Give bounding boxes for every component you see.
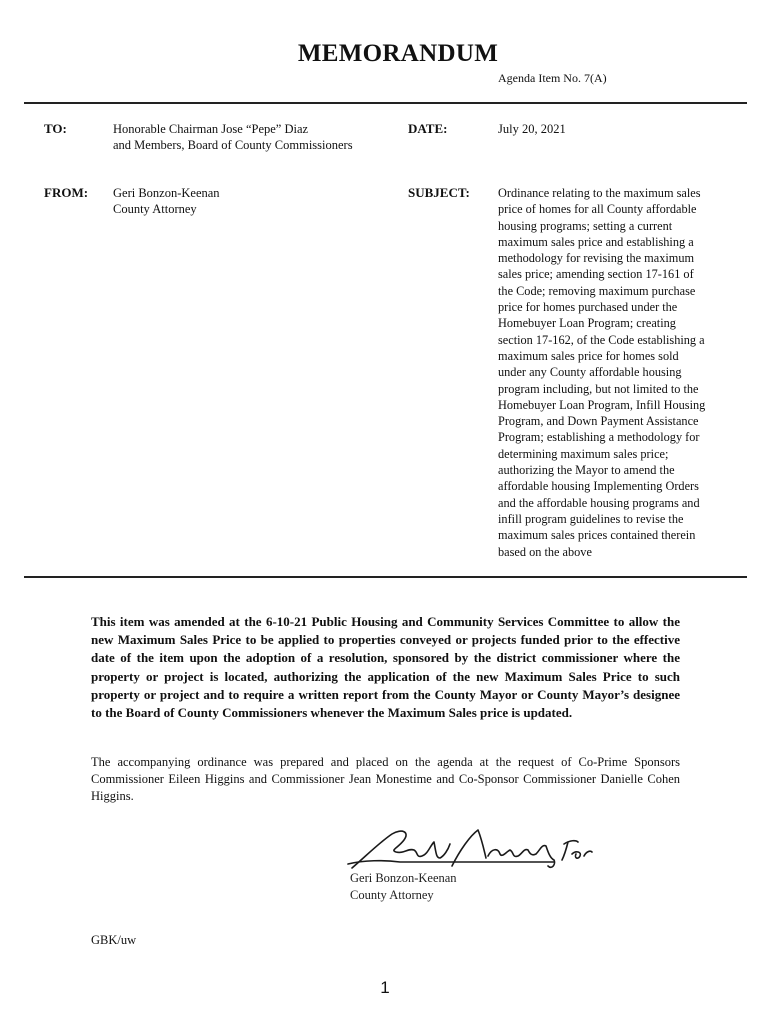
subject-line: maximum sales price and establishing a bbox=[498, 234, 694, 249]
subject-line: sales price; amending section 17-161 of bbox=[498, 267, 694, 282]
page-number: 1 bbox=[380, 978, 390, 997]
signatory-name: Geri Bonzon-Keenan bbox=[350, 871, 457, 885]
to-label: TO: bbox=[44, 121, 67, 136]
subject-line: the Code; removing maximum purchase bbox=[498, 283, 696, 298]
from-label: FROM: bbox=[44, 185, 89, 200]
to-recipient bbox=[113, 121, 403, 154]
subject-line: Program; establishing a methodology for bbox=[498, 430, 700, 445]
signatory-title: County Attorney bbox=[350, 888, 434, 902]
typist-initials: GBK/uw bbox=[91, 933, 137, 947]
sponsor-paragraph: The accompanying ordinance was prepared and placed on the agenda at the request of Co-Prime Sponsors Commissioner Eileen Higgins and Commissioner Jean Monestime and Co-Sponsor Commissioner Danielle Cohen Higgins. bbox=[91, 755, 680, 803]
subject-line: section 17-162, of the Code establishing a bbox=[498, 332, 705, 347]
top-divider bbox=[24, 102, 747, 104]
date-label: DATE: bbox=[408, 121, 448, 136]
memo-title: MEMORANDUM bbox=[297, 40, 499, 67]
subject-line: affordable housing Implementing Orders bbox=[498, 479, 699, 494]
handwritten-signature bbox=[344, 820, 594, 876]
subject-line: Homebuyer Loan Program, Infill Housing bbox=[498, 397, 706, 412]
subject-line: price of homes for all County affordable bbox=[498, 202, 697, 217]
to-line-1: Honorable Chairman Jose “Pepe” Diaz bbox=[113, 122, 309, 136]
subject-line: price for homes purchased under the bbox=[498, 300, 678, 315]
subject-text bbox=[498, 185, 743, 560]
subject-line: Ordinance relating to the maximum sales bbox=[498, 186, 701, 200]
from-line-2: County Attorney bbox=[113, 202, 197, 217]
subject-line: under any County affordable housing bbox=[498, 365, 682, 380]
subject-line: authorizing the Mayor to amend the bbox=[498, 463, 675, 478]
subject-line: maximum sales price for homes sold bbox=[498, 348, 679, 363]
subject-label: SUBJECT: bbox=[408, 185, 470, 200]
subject-line: determining maximum sales price; bbox=[498, 446, 669, 461]
amendment-note: This item was amended at the 6-10-21 Public Housing and Community Services Committee to allow the new Maximum Sales Price to be applied to properties conveyed or projects funded prior to the effective date of the item upon the adoption of a resolution, sponsored by the district commissioner where the property or project is located, authorizing the application of the new Maximum Sales Price to such property or project and to require a written report from the County Mayor or County Mayor’s designee to the Board of County Commissioners whenever the Maximum Sales price is updated. bbox=[91, 614, 680, 721]
to-line-2: and Members, Board of County Commissioners bbox=[113, 138, 353, 153]
subject-line: Homebuyer Loan Program; creating bbox=[498, 316, 676, 331]
date-value: July 20, 2021 bbox=[498, 122, 566, 136]
bottom-divider bbox=[24, 576, 747, 578]
signatory-block bbox=[350, 870, 457, 904]
subject-line: infill program guidelines to revise the bbox=[498, 511, 684, 526]
subject-line: program including, but not limited to the bbox=[498, 381, 699, 396]
agenda-item-number: Agenda Item No. 7(A) bbox=[498, 71, 607, 85]
subject-line: housing programs; setting a current bbox=[498, 218, 673, 233]
from-line-1: Geri Bonzon-Keenan bbox=[113, 186, 220, 200]
from-sender bbox=[113, 185, 373, 218]
subject-line: maximum sales prices contained therein bbox=[498, 528, 696, 543]
subject-line: methodology for revising the maximum bbox=[498, 251, 695, 266]
subject-line: and the affordable housing programs and bbox=[498, 495, 700, 510]
subject-line: based on the above bbox=[498, 544, 592, 559]
subject-line: Program, and Down Payment Assistance bbox=[498, 414, 699, 429]
